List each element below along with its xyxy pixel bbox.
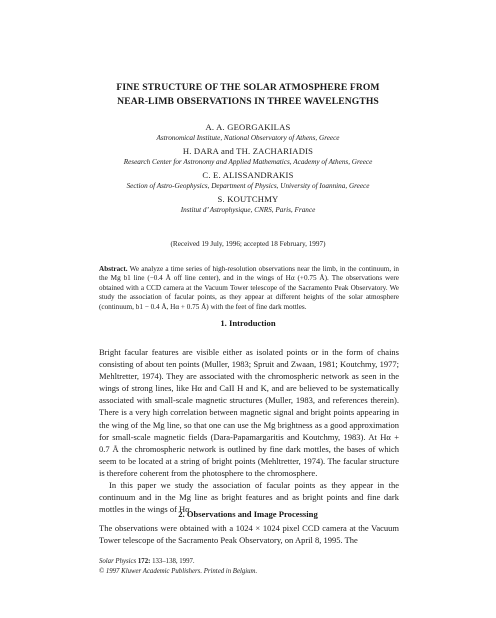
- author-name: C. E. ALISSANDRAKIS: [202, 170, 294, 180]
- section-observations-body: [99, 522, 399, 546]
- copyright-line: © 1997 Kluwer Academic Publishers. Printed in Belgium.: [99, 567, 258, 575]
- paragraph: In this paper we study the association of facular points as they appear in the continuum and in the Mg line as bright features and as bright points and fine dark mottles in the wings of Hα.: [99, 480, 399, 515]
- journal-volume: 172:: [137, 558, 151, 565]
- abstract-text: We analyze a time series of high-resolution observations near the limb, in the continuum, in the Mg b1 line (−0.4 Å off line center), and in the wings of Hα (+0.75 Å). The observations were obtained with a CCD camera at the Vacuum Tower telescope of the Sacramento Peak Observatory. We study the association of facular points, as they appear at different heights of the solar atmosphere (continuum, b1 − 0.4 Å, Hα + 0.75 Å) with the feet of fine dark mottles.: [99, 265, 399, 311]
- paper-title: [0, 81, 496, 109]
- abstract: [99, 265, 399, 312]
- author-name: S. KOUTCHMY: [217, 194, 279, 204]
- author-name: A. A. GEORGAKILAS: [205, 122, 291, 132]
- author-name: H. DARA and TH. ZACHARIADIS: [182, 146, 314, 156]
- journal-name: Solar Physics: [99, 558, 137, 565]
- paragraph: Bright facular features are visible either as isolated points or in the form of chains consisting of about ten points (Muller, 1983; Spruit and Zwaan, 1981; Koutchmy, 1977; Mehltretter, 1974). They are associated with the chromospheric network as seen in the wings of strong lines, like Hα and CaII H and K, and are believed to be systematically associated with small-scale magnetic structures (Muller, 1983, and references therein). There is a very high correlation between magnetic signal and bright points appearing in the wing of the Mg line, so that one can use the Mg brightness as a good approximation for small-scale magnetic fields (Dara-Papamargaritis and Koutchmy, 1983). At Hα + 0.7 Å the chromospheric network is outlined by fine dark mottles, the bases of which seem to be located at a string of bright points (Mehltretter, 1974). The facular structure is therefore coherent from the photosphere to the chromosphere.: [99, 347, 399, 478]
- page-footer: [99, 557, 399, 576]
- abstract-label: Abstract.: [99, 265, 128, 273]
- section-heading-observations: 2. Observations and Image Processing: [178, 509, 318, 519]
- author-affiliation: Astronomical Institute, National Observatory of Athens, Greece: [156, 134, 340, 142]
- title-line: NEAR-LIMB OBSERVATIONS IN THREE WAVELENGTHS: [117, 96, 379, 107]
- paragraph: The observations were obtained with a 1024 × 1024 pixel CCD camera at the Vacuum Tower telescope of the Sacramento Peak Observatory, on April 8, 1995. The: [99, 523, 399, 546]
- author-block: [0, 122, 496, 218]
- author-affiliation: Section of Astro-Geophysics, Department of Physics, University of Ioannina, Greece: [126, 182, 370, 190]
- title-line: FINE STRUCTURE OF THE SOLAR ATMOSPHERE FROM: [116, 82, 380, 93]
- section-introduction-body: [99, 346, 399, 515]
- received-dates: (Received 19 July, 1996; accepted 18 February, 1997): [170, 240, 326, 248]
- section-heading-introduction: 1. Introduction: [220, 318, 276, 328]
- journal-pages: 133–138, 1997.: [152, 558, 195, 565]
- journal-citation: [99, 557, 399, 567]
- author-affiliation: Research Center for Astronomy and Applied Mathematics, Academy of Athens, Greece: [123, 158, 373, 166]
- author-affiliation: Institut d’ Astrophysique, CNRS, Paris, France: [180, 206, 316, 214]
